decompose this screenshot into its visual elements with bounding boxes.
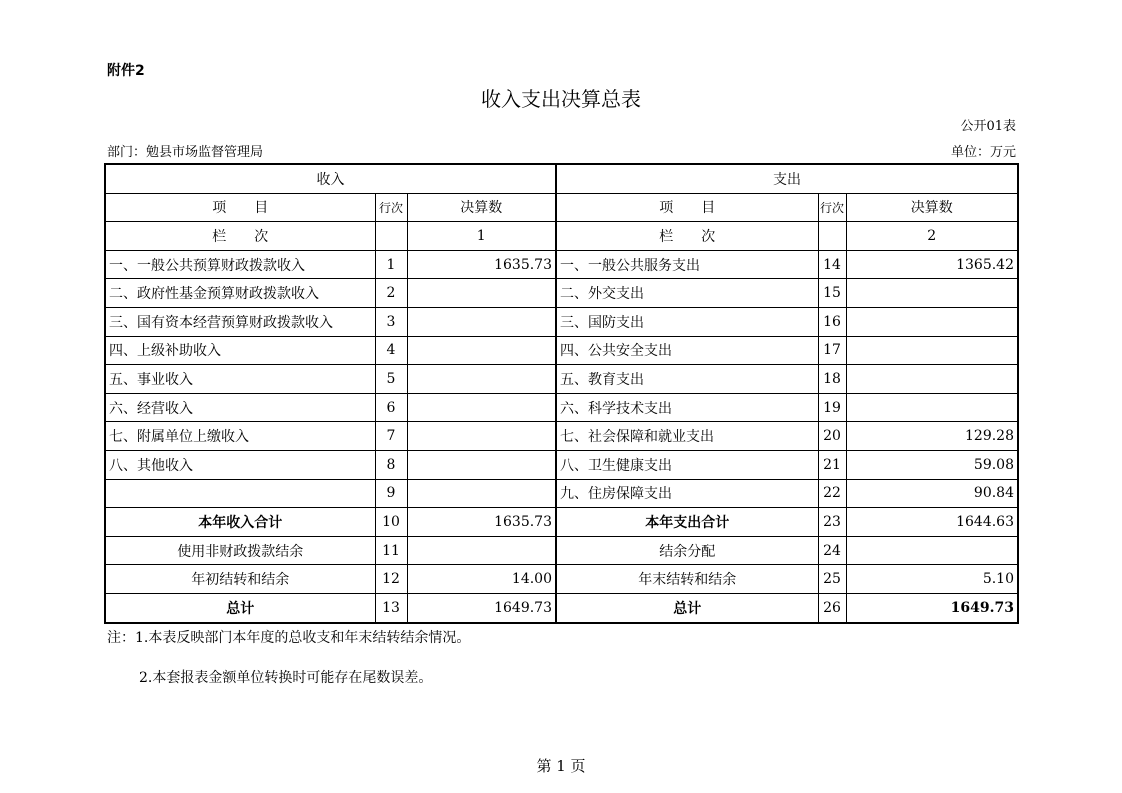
expense-row-no: 15: [818, 279, 846, 308]
income-row-no: 9: [375, 479, 407, 508]
income-item: 六、经营收入: [105, 393, 375, 422]
table-row: [105, 307, 1018, 336]
expense-index-label: 栏 次: [556, 222, 818, 251]
expense-amount: [846, 336, 1018, 365]
expense-amount: [846, 307, 1018, 336]
expense-amount: 5.10: [846, 565, 1018, 594]
section-header-row: [105, 164, 1018, 193]
note-1: 注：1.本表反映部门本年度的总收支和年末结转结余情况。: [107, 630, 471, 646]
expense-item: 本年支出合计: [556, 508, 818, 537]
expense-row-no: 17: [818, 336, 846, 365]
income-amount: [407, 479, 556, 508]
column-index-row: [105, 222, 1018, 251]
expense-row-no: 22: [818, 479, 846, 508]
income-item: 年初结转和结余: [105, 565, 375, 594]
expense-item: 九、住房保障支出: [556, 479, 818, 508]
expense-amount: 1649.73: [846, 593, 1018, 622]
expense-item: 结余分配: [556, 536, 818, 565]
income-amount: 1635.73: [407, 250, 556, 279]
expense-row-no: 26: [818, 593, 846, 622]
income-row-no: 6: [375, 393, 407, 422]
expense-item-header: 项 目: [556, 193, 818, 222]
income-index-label: 栏 次: [105, 222, 375, 251]
expense-row-no: 20: [818, 422, 846, 451]
expense-item: 年末结转和结余: [556, 565, 818, 594]
income-item: 七、附属单位上缴收入: [105, 422, 375, 451]
expense-row-no: 19: [818, 393, 846, 422]
income-row-no: 2: [375, 279, 407, 308]
income-amount: [407, 365, 556, 394]
expense-col-index: 2: [846, 222, 1018, 251]
expense-row-no: 21: [818, 450, 846, 479]
expense-amount: 90.84: [846, 479, 1018, 508]
expense-amount: 129.28: [846, 422, 1018, 451]
expense-amount: [846, 279, 1018, 308]
income-item: 本年收入合计: [105, 508, 375, 537]
expense-row-no-header: 行次: [818, 193, 846, 222]
income-row-no: 10: [375, 508, 407, 537]
expense-item: 八、卫生健康支出: [556, 450, 818, 479]
expense-amount: 1644.63: [846, 508, 1018, 537]
expense-amount: [846, 393, 1018, 422]
expense-item: 三、国防支出: [556, 307, 818, 336]
expense-row-no: 25: [818, 565, 846, 594]
expense-row-no: 14: [818, 250, 846, 279]
table-row: [105, 565, 1018, 594]
expense-row-no: 16: [818, 307, 846, 336]
expense-item: 五、教育支出: [556, 365, 818, 394]
income-amount-header: 决算数: [407, 193, 556, 222]
income-row-no: 5: [375, 365, 407, 394]
income-amount: 1649.73: [407, 593, 556, 622]
expense-row-no: 24: [818, 536, 846, 565]
table-row: [105, 536, 1018, 565]
income-amount: [407, 450, 556, 479]
expense-item: 总计: [556, 593, 818, 622]
income-expense-table: [104, 163, 1019, 624]
expense-index-empty: [818, 222, 846, 251]
table-row: [105, 365, 1018, 394]
income-row-no: 7: [375, 422, 407, 451]
income-item: 三、国有资本经营预算财政拨款收入: [105, 307, 375, 336]
income-amount: 1635.73: [407, 508, 556, 537]
table-row: [105, 422, 1018, 451]
income-amount: [407, 307, 556, 336]
expense-header: 支出: [556, 164, 1018, 193]
income-amount: [407, 422, 556, 451]
expense-item: 二、外交支出: [556, 279, 818, 308]
expense-item: 六、科学技术支出: [556, 393, 818, 422]
income-item: 总计: [105, 593, 375, 622]
total-row: [105, 593, 1018, 622]
table-row: [105, 279, 1018, 308]
income-item: 使用非财政拨款结余: [105, 536, 375, 565]
income-row-no: 1: [375, 250, 407, 279]
expense-amount: 59.08: [846, 450, 1018, 479]
expense-amount: 1365.42: [846, 250, 1018, 279]
income-amount: 14.00: [407, 565, 556, 594]
unit-label: 单位：万元: [950, 145, 1016, 160]
income-row-no: 13: [375, 593, 407, 622]
income-item: 四、上级补助收入: [105, 336, 375, 365]
table-row: [105, 250, 1018, 279]
expense-amount-header: 决算数: [846, 193, 1018, 222]
column-header-row: [105, 193, 1018, 222]
attachment-label: 附件2: [107, 63, 145, 79]
income-amount: [407, 536, 556, 565]
expense-amount: [846, 365, 1018, 394]
income-row-no: 3: [375, 307, 407, 336]
table-row: [105, 479, 1018, 508]
table-row: [105, 393, 1018, 422]
expense-item: 一、一般公共服务支出: [556, 250, 818, 279]
expense-amount: [846, 536, 1018, 565]
income-index-empty: [375, 222, 407, 251]
expense-item: 四、公共安全支出: [556, 336, 818, 365]
table-row: [105, 336, 1018, 365]
department-label: 部门：勉县市场监督管理局: [107, 145, 264, 160]
expense-row-no: 18: [818, 365, 846, 394]
income-row-no: 8: [375, 450, 407, 479]
page-number: 第 1 页: [536, 757, 586, 775]
income-row-no: 12: [375, 565, 407, 594]
expense-item: 七、社会保障和就业支出: [556, 422, 818, 451]
subtotal-row: [105, 508, 1018, 537]
income-amount: [407, 279, 556, 308]
income-row-no: 11: [375, 536, 407, 565]
table-row: [105, 450, 1018, 479]
expense-row-no: 23: [818, 508, 846, 537]
income-item: 八、其他收入: [105, 450, 375, 479]
income-item-header: 项 目: [105, 193, 375, 222]
income-header: 收入: [105, 164, 556, 193]
income-amount: [407, 336, 556, 365]
income-item: 五、事业收入: [105, 365, 375, 394]
income-row-no-header: 行次: [375, 193, 407, 222]
income-item: [105, 479, 375, 508]
page-title: 收入支出决算总表: [481, 87, 641, 111]
income-item: 一、一般公共预算财政拨款收入: [105, 250, 375, 279]
note-2: 2.本套报表金额单位转换时可能存在尾数误差。: [139, 670, 433, 686]
income-col-index: 1: [407, 222, 556, 251]
form-number: 公开01表: [960, 119, 1016, 134]
income-amount: [407, 393, 556, 422]
income-row-no: 4: [375, 336, 407, 365]
income-item: 二、政府性基金预算财政拨款收入: [105, 279, 375, 308]
